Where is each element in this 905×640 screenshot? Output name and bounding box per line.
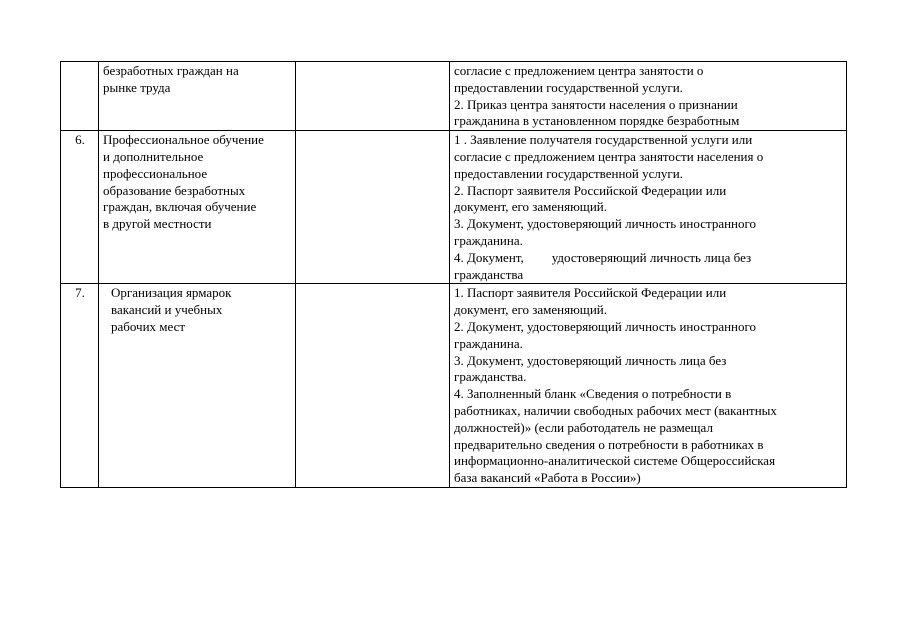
row-number: [61, 62, 99, 131]
row-number: 7.: [61, 284, 99, 488]
services-documents-table: [60, 61, 847, 488]
required-documents: согласие с предложением центра занятости о предоставлении государственной услуги. 2. Приказ центра занятости населения о признании гражданина в установленном порядке безработным: [450, 62, 847, 131]
empty-cell: [296, 131, 450, 284]
table-row: [61, 131, 847, 284]
doc-line-split: 4. Документ, удостоверяющий личность лица без: [454, 249, 752, 265]
table-row: [61, 284, 847, 488]
empty-cell: [296, 62, 450, 131]
required-documents: 1 . Заявление получателя государственной услуги или согласие с предложением центра занятости населения о предоставлении государственной услуги. 2. Паспорт заявителя Российской Федерации или документ, его заменяющий. 3. Документ, удостоверяющий личность иностранного гражданина. 4. Документ, удостоверяющий личность лица без гражданства: [450, 131, 847, 284]
service-name: безработных граждан на рынке труда: [99, 62, 296, 131]
service-name: Профессиональное обучение и дополнительное профессиональное образование безработных граждан, включая обучение в другой местности: [99, 131, 296, 284]
row-number: 6.: [61, 131, 99, 284]
empty-cell: [296, 284, 450, 488]
required-documents: 1. Паспорт заявителя Российской Федерации или документ, его заменяющий. 2. Документ, удостоверяющий личность иностранного гражданина. 3. Документ, удостоверяющий личность лица без гражданства. 4. Заполненный бланк «Сведения о потребности в работниках, наличии свободных рабочих мест (вакантных должностей)» (если работодатель не размещал предварительно сведения о потребности в работниках в информационно-аналитической системе Общероссийская база вакансий «Работа в России»): [450, 284, 847, 488]
table-row: [61, 62, 847, 131]
service-name: Организация ярмарок вакансий и учебных рабочих мест: [99, 284, 296, 488]
